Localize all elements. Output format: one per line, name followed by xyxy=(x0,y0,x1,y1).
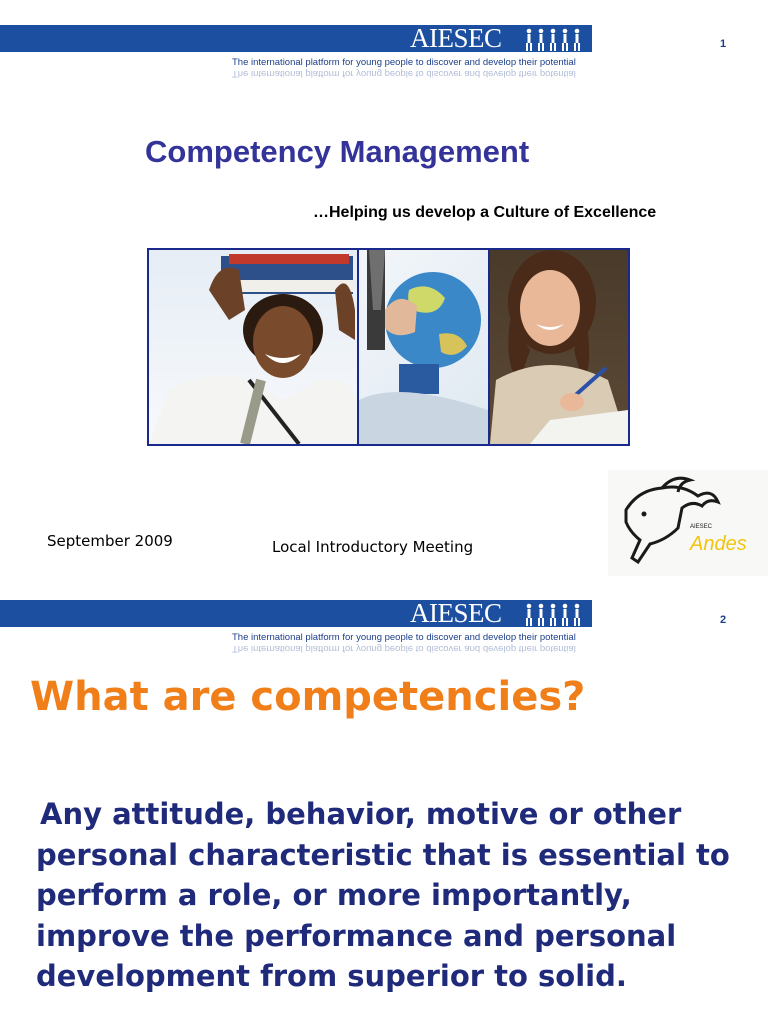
brand-logo-text: AIESEC xyxy=(410,23,502,53)
header-tagline: The international platform for young people to discover and develop their potential xyxy=(232,57,576,68)
slide-title: Competency Management xyxy=(145,134,530,169)
header-banner xyxy=(0,600,592,627)
people-figures-icon xyxy=(525,27,589,51)
logo-word: Andes xyxy=(690,533,747,555)
slide-subtitle: …Helping us develop a Culture of Excellence xyxy=(313,204,657,221)
student-writing-photo xyxy=(488,248,630,446)
header-tagline-reflection: The international platform for young people to discover and develop their potential xyxy=(232,643,576,654)
student-books-photo xyxy=(147,248,359,446)
definition-text: Any attitude, behavior, motive or other personal characteristic that is essential to perform a role, or more importantly, improve the performance and personal development from superior to solid. xyxy=(36,797,730,993)
people-figures-icon xyxy=(525,602,589,626)
logo-small-text: AIESEC xyxy=(690,524,713,530)
meeting-name: Local Introductory Meeting xyxy=(272,538,474,556)
page-number: 1 xyxy=(720,38,727,50)
brand-logo-text: AIESEC xyxy=(410,598,502,628)
presentation-date: September 2009 xyxy=(47,532,173,550)
header-tagline-reflection: The international platform for young people to discover and develop their potential xyxy=(232,68,576,79)
aiesec-andes-logo xyxy=(608,470,768,576)
header-banner xyxy=(0,25,592,52)
globe-photo xyxy=(357,248,490,446)
slide-2 xyxy=(0,590,768,1024)
page-number: 2 xyxy=(720,614,727,626)
slide-title: What are competencies? xyxy=(30,674,586,720)
header-tagline: The international platform for young people to discover and develop their potential xyxy=(232,632,576,643)
